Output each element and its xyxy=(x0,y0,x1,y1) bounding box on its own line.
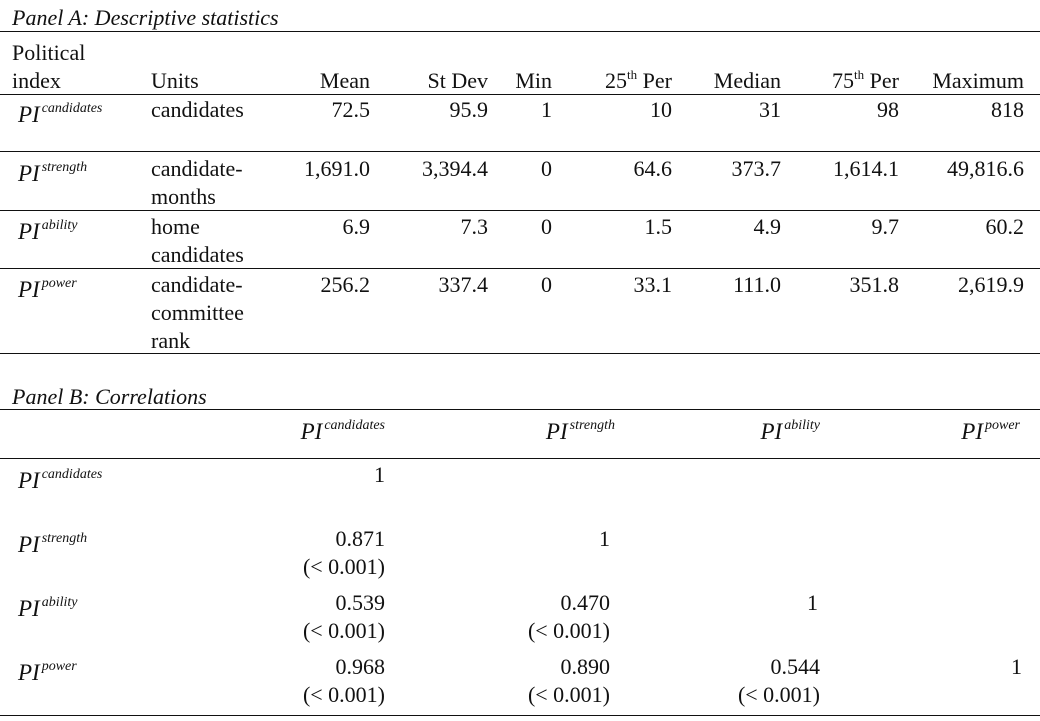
header-min: Min xyxy=(515,68,552,93)
units-cell: months xyxy=(151,184,216,209)
units-cell: committee xyxy=(151,300,244,325)
corr-pvalue: (< 0.001) xyxy=(737,682,820,707)
p75-cell: 98 xyxy=(877,97,899,122)
units-cell: home xyxy=(151,214,200,239)
stdev-cell: 337.4 xyxy=(438,272,488,297)
corr-row-label-power: PI $^{power}$ xyxy=(18,659,77,685)
corr-pvalue: (< 0.001) xyxy=(302,682,385,707)
median-cell: 4.9 xyxy=(753,214,781,239)
header-p25-word: Per xyxy=(637,68,672,93)
header-p75 xyxy=(790,67,899,95)
corr-value: 1 xyxy=(1011,654,1022,679)
stdev-cell: 95.9 xyxy=(449,97,488,122)
corr-value: 0.890 xyxy=(560,654,610,679)
median-cell: 373.7 xyxy=(731,156,781,181)
corr-value: 1 xyxy=(374,462,385,487)
corr-pvalue: (< 0.001) xyxy=(302,554,385,579)
header-p25 xyxy=(560,67,672,95)
divider xyxy=(0,210,1040,211)
row-label-power: PI $^{power}$ xyxy=(18,276,77,302)
units-cell: candidates xyxy=(151,242,244,267)
row-label-strength: PI $^{strength}$ xyxy=(18,160,88,186)
corr-value: 0.871 xyxy=(335,526,385,551)
corr-row-label-candidates: PI $^{candidates}$ xyxy=(18,467,103,493)
header-max: Maximum xyxy=(932,68,1024,93)
corr-value: 0.968 xyxy=(335,654,385,679)
min-cell: 0 xyxy=(541,214,552,239)
divider xyxy=(0,715,1040,716)
p25-cell: 33.1 xyxy=(633,272,672,297)
min-cell: 0 xyxy=(541,156,552,181)
header-p75-sup: th xyxy=(854,67,865,82)
row-label-candidates: PI $^{candidates}$ xyxy=(18,101,103,127)
corr-col-header-ability: PI $^{ability}$ xyxy=(760,418,820,444)
divider xyxy=(0,409,1040,410)
header-median: Median xyxy=(713,68,781,93)
units-cell: rank xyxy=(151,328,191,353)
max-cell: 49,816.6 xyxy=(947,156,1024,181)
corr-value: 1 xyxy=(599,526,610,551)
divider xyxy=(0,458,1040,459)
corr-col-header-power: PI $^{power}$ xyxy=(961,418,1020,444)
header-units: Units xyxy=(151,68,199,93)
corr-row-label-strength: PI $^{strength}$ xyxy=(18,531,88,557)
min-cell: 1 xyxy=(541,97,552,122)
mean-cell: 256.2 xyxy=(320,272,370,297)
header-p75-num: 75 xyxy=(832,68,855,93)
min-cell: 0 xyxy=(541,272,552,297)
corr-value: 0.470 xyxy=(560,590,610,615)
units-cell: candidates xyxy=(151,97,244,122)
divider xyxy=(0,94,1040,95)
p25-cell: 1.5 xyxy=(644,214,672,239)
mean-cell: 72.5 xyxy=(331,97,370,122)
corr-col-header-candidates: PI $^{candidates}$ xyxy=(300,418,385,444)
header-p25-num: 25 xyxy=(605,68,628,93)
corr-value: 1 xyxy=(807,590,818,615)
divider xyxy=(0,268,1040,269)
units-cell: candidate- xyxy=(151,272,243,297)
corr-pvalue: (< 0.001) xyxy=(527,682,610,707)
header-mean: Mean xyxy=(319,68,370,93)
corr-value: 0.539 xyxy=(335,590,385,615)
median-cell: 111.0 xyxy=(733,272,781,297)
max-cell: 818 xyxy=(991,97,1024,122)
divider xyxy=(0,31,1040,32)
header-index-line1: Political xyxy=(12,40,86,65)
stdev-cell: 7.3 xyxy=(460,214,488,239)
header-index-line2: index xyxy=(12,68,61,93)
corr-pvalue: (< 0.001) xyxy=(302,618,385,643)
units-cell: candidate- xyxy=(151,156,243,181)
divider xyxy=(0,353,1040,354)
header-p25-sup: th xyxy=(627,67,638,82)
p25-cell: 10 xyxy=(650,97,672,122)
mean-cell: 6.9 xyxy=(342,214,370,239)
stdev-cell: 3,394.4 xyxy=(422,156,488,181)
divider xyxy=(0,151,1040,152)
header-stdev: St Dev xyxy=(427,68,488,93)
header-p75-word: Per xyxy=(864,68,899,93)
max-cell: 60.2 xyxy=(985,214,1024,239)
p75-cell: 9.7 xyxy=(871,214,899,239)
panel-a-title: Panel A: Descriptive statistics xyxy=(12,5,279,30)
p25-cell: 64.6 xyxy=(633,156,672,181)
row-label-ability: PI $^{ability}$ xyxy=(18,218,78,244)
mean-cell: 1,691.0 xyxy=(304,156,370,181)
median-cell: 31 xyxy=(759,97,781,122)
corr-row-label-ability: PI $^{ability}$ xyxy=(18,595,78,621)
p75-cell: 1,614.1 xyxy=(833,156,899,181)
panel-b-title: Panel B: Correlations xyxy=(12,384,207,409)
corr-pvalue: (< 0.001) xyxy=(527,618,610,643)
p75-cell: 351.8 xyxy=(849,272,899,297)
max-cell: 2,619.9 xyxy=(958,272,1024,297)
corr-col-header-strength: PI $^{strength}$ xyxy=(545,418,615,444)
corr-value: 0.544 xyxy=(770,654,820,679)
